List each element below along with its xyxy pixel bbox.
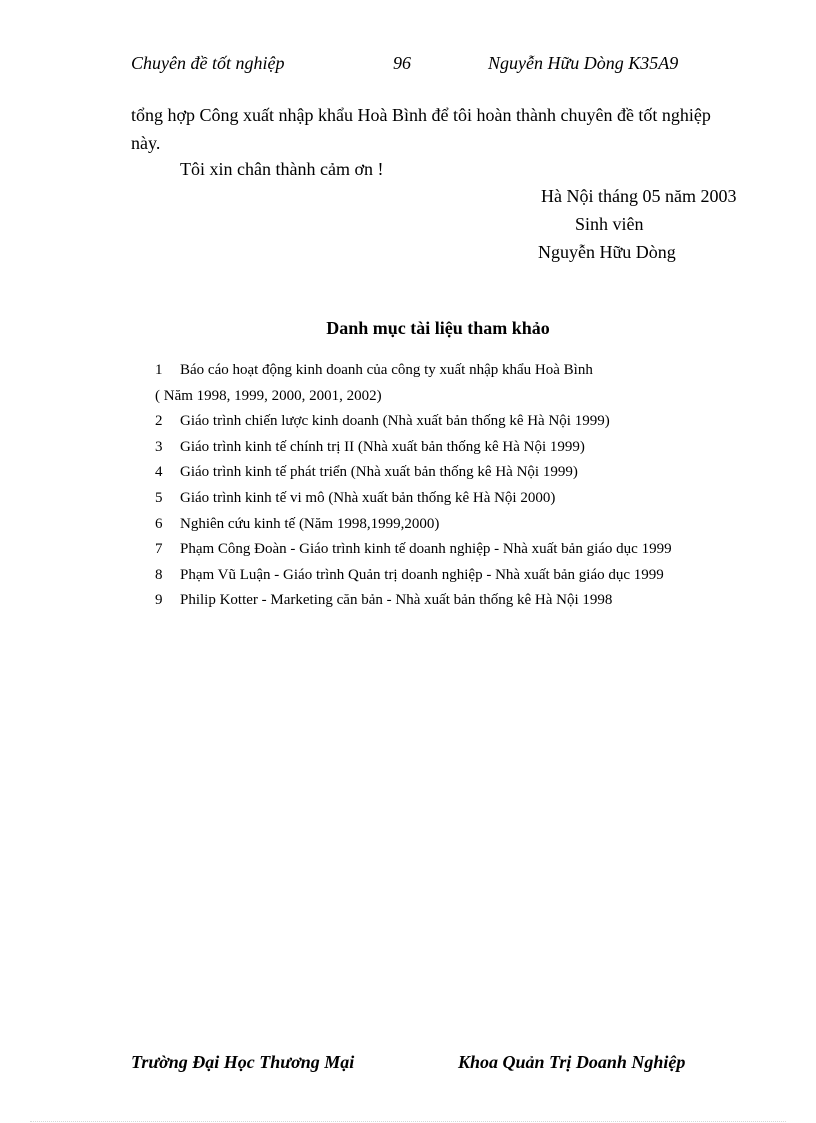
reference-number: 3 xyxy=(155,438,163,455)
reference-item xyxy=(155,566,775,592)
reference-number: 5 xyxy=(155,489,163,506)
reference-item xyxy=(155,515,775,541)
reference-text: Philip Kotter - Marketing căn bản - Nhà xuất bản thống kê Hà Nội 1998 xyxy=(180,592,613,609)
reference-number: 1 xyxy=(155,362,163,378)
signature-date: Hà Nội tháng 05 năm 2003 xyxy=(541,186,737,206)
header-right: Nguyễn Hữu Dòng K35A9 xyxy=(488,53,679,73)
reference-text: Giáo trình kinh tế phát triển (Nhà xuất bản thống kê Hà Nội 1999) xyxy=(180,464,578,481)
reference-text: Giáo trình chiến lược kinh doanh (Nhà xuất bản thống kê Hà Nội 1999) xyxy=(180,413,610,430)
references-list xyxy=(155,361,775,617)
signature-role: Sinh viên xyxy=(575,214,644,234)
reference-number: 8 xyxy=(155,566,163,583)
reference-item xyxy=(155,489,775,515)
reference-text: Giáo trình kinh tế vi mô (Nhà xuất bản thống kê Hà Nội 2000) xyxy=(180,489,556,506)
reference-text: Nghiên cứu kinh tế (Năm 1998,1999,2000) xyxy=(180,515,440,532)
body-line-1: tổng hợp Công xuất nhập khẩu Hoà Bình để tôi hoàn thành chuyên đề tốt nghiệp xyxy=(131,105,711,125)
reference-item xyxy=(155,412,775,438)
reference-item xyxy=(155,591,775,617)
page-bottom-divider xyxy=(30,1121,786,1122)
body-line-2: này. xyxy=(131,133,161,153)
reference-text: Phạm Vũ Luận - Giáo trình Quản trị doanh nghiệp - Nhà xuất bản giáo dục 1999 xyxy=(180,566,664,583)
reference-text: Giáo trình kinh tế chính trị II (Nhà xuất bản thống kê Hà Nội 1999) xyxy=(180,438,585,455)
thanks-line: Tôi xin chân thành cảm ơn ! xyxy=(180,159,384,179)
signature-name: Nguyễn Hữu Dòng xyxy=(538,242,676,262)
reference-item xyxy=(155,438,775,464)
reference-number: 6 xyxy=(155,515,163,532)
page-number: 96 xyxy=(393,53,411,73)
reference-number: 9 xyxy=(155,592,163,609)
references-title: Danh mục tài liệu tham khảo xyxy=(326,318,550,338)
header-left: Chuyên đề tốt nghiệp xyxy=(131,53,285,73)
footer-right: Khoa Quản Trị Doanh Nghiệp xyxy=(458,1052,686,1072)
reference-text: ( Năm 1998, 1999, 2000, 2001, 2002) xyxy=(155,387,382,404)
reference-item-continuation xyxy=(155,387,775,413)
reference-text: Phạm Công Đoàn - Giáo trình kinh tế doanh nghiệp - Nhà xuất bản giáo dục 1999 xyxy=(180,541,672,558)
reference-number: 2 xyxy=(155,413,163,430)
reference-item xyxy=(155,463,775,489)
reference-number: 4 xyxy=(155,464,163,481)
reference-item xyxy=(155,540,775,566)
reference-text: Báo cáo hoạt động kinh doanh của công ty xuất nhập khẩu Hoà Bình xyxy=(180,362,593,378)
reference-number: 7 xyxy=(155,541,163,558)
reference-item xyxy=(155,361,775,387)
footer-left: Trường Đại Học Thương Mại xyxy=(131,1052,355,1072)
